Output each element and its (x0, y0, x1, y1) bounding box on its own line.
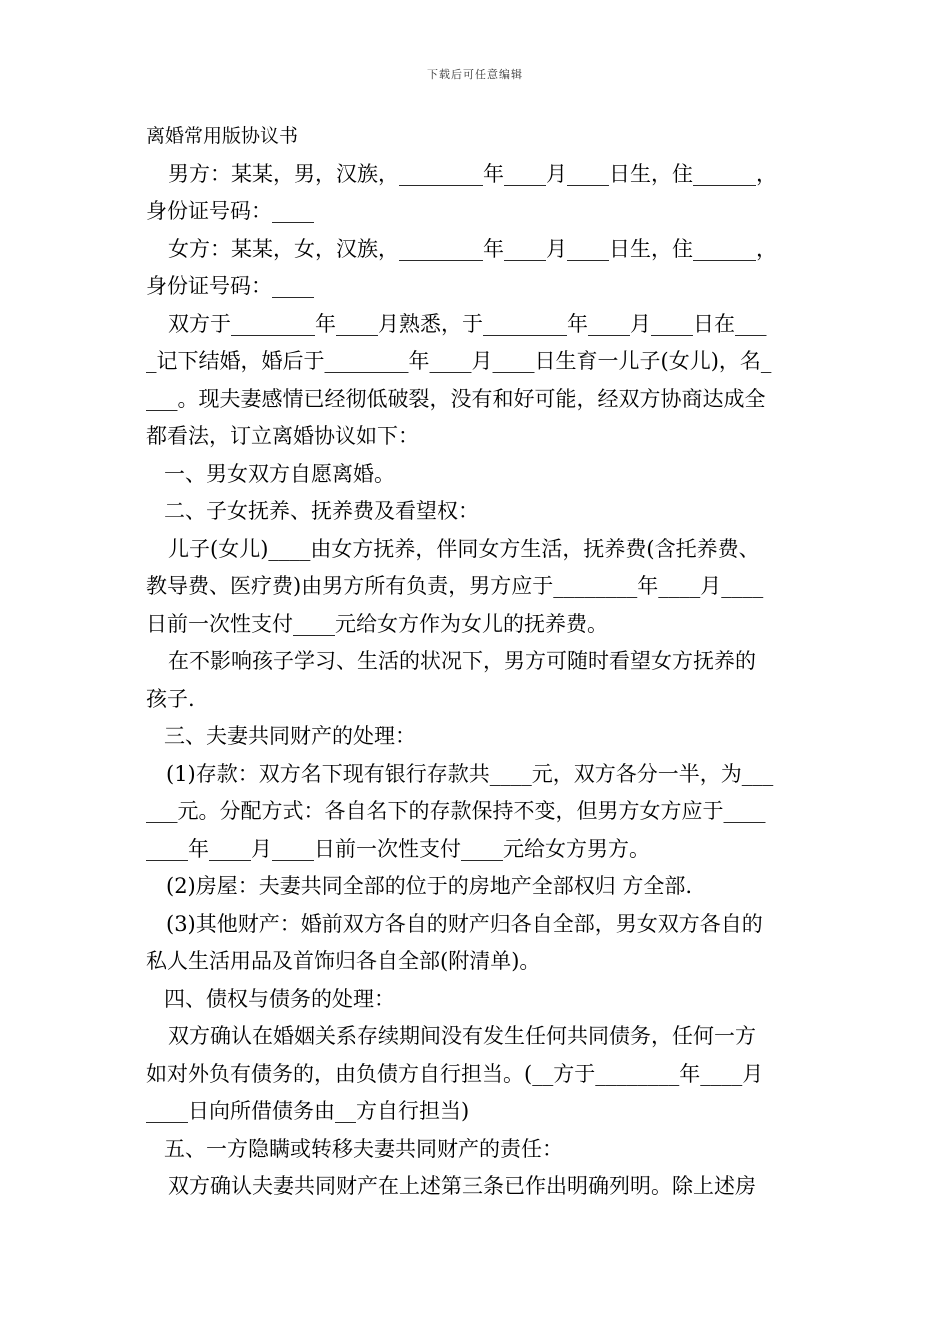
section-heading: 五、一方隐瞒或转移夫妻共同财产的责任： (164, 1136, 563, 1161)
paragraph-line: ___。现夫妻感情已经彻低破裂，没有和好可能，经双方协商达成全 (146, 386, 766, 411)
paragraph-line: (2)房屋：夫妻共同全部的位于的房地产全部权归 方全部. (166, 874, 693, 898)
paragraph-line: 在不影响孩子学习、生活的状况下，男方可随时看望女方抚养的 (168, 649, 756, 673)
paragraph-line: 都看法，订立离婚协议如下： (146, 424, 419, 448)
paragraph-line: (1)存款：双方名下现有银行存款共____元，双方各分一半，为___ (166, 761, 774, 786)
page-header-note: 下载后可任意编辑 (427, 68, 523, 81)
paragraph-line: 双方于________年____月熟悉，于________年____月____日在___ (168, 311, 767, 336)
paragraph-line: 身份证号码：____ (146, 199, 314, 223)
paragraph-line: 女方：某某，女，汉族，________年____月____日生，住______， (168, 236, 777, 261)
paragraph-line: 身份证号码：____ (146, 274, 314, 298)
paragraph-line: ____年____月____日前一次性支付____元给女方男方。 (146, 836, 650, 861)
paragraph-line: 日前一次性支付____元给女方作为女儿的抚养费。 (146, 611, 608, 636)
section-heading: 三、夫妻共同财产的处理： (164, 724, 416, 748)
paragraph-line: 儿子(女儿)____由女方抚养，伴同女方生活，抚养费(含托养费、 (168, 536, 760, 561)
section-heading: 二、子女抚养、抚养费及看望权： (164, 499, 479, 523)
paragraph-line: _记下结婚，婚后于________年____月____日生育一儿子(女儿)，名_ (146, 349, 772, 373)
document-body (146, 118, 810, 1206)
paragraph-line: ___元。分配方式：各自名下的存款保持不变，但男方女方应于____ (146, 799, 766, 823)
paragraph-line: 双方确认夫妻共同财产在上述第三条已作出明确列明。除上述房 (168, 1174, 756, 1198)
section-heading: 四、债权与债务的处理： (164, 986, 395, 1011)
paragraph-line: (3)其他财产：婚前双方各自的财产归各自全部，男女双方各自的 (166, 911, 763, 936)
paragraph-line: 孩子. (146, 686, 195, 711)
paragraph-line: ____日向所借债务由__方自行担当) (146, 1099, 470, 1123)
paragraph-line: 私人生活用品及首饰归各自全部(附清单)。 (146, 949, 541, 973)
paragraph-line: 双方确认在婚姻关系存续期间没有发生任何共同债务，任何一方 (168, 1024, 756, 1048)
paragraph-line: 教导费、医疗费)由男方所有负责，男方应于________年____月____ (146, 574, 764, 598)
document-title: 离婚常用版协议书 (146, 125, 299, 147)
paragraph-line: 男方：某某，男，汉族，________年____月____日生，住______， (168, 161, 777, 186)
paragraph-line: 如对外负有债务的，由负债方自行担当。(__方于________年____月 (146, 1061, 764, 1086)
section-heading: 一、男女双方自愿离婚。 (164, 461, 395, 486)
